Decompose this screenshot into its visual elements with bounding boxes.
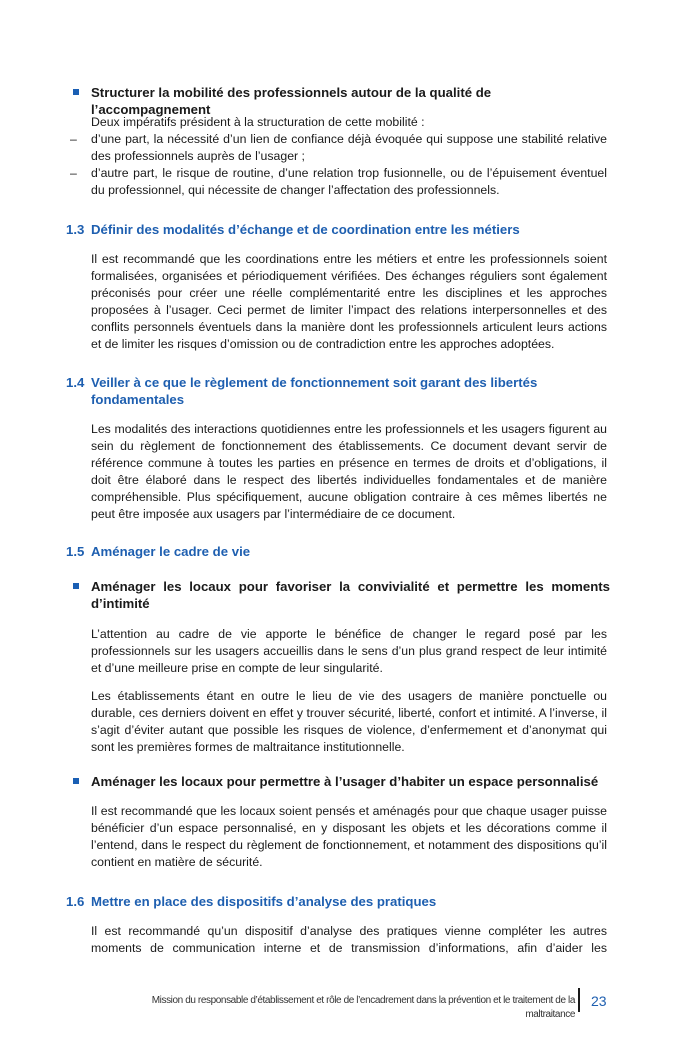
paragraph-1-6: Il est recommandé qu’un dispositif d’analyse des pratiques vienne compléter les autres moments de communication interne et de transmission d’informations, afin d’aider les xyxy=(91,924,607,955)
dash-bullet: – xyxy=(70,132,77,146)
section-title: Définir des modalités d’échange et de coordination entre les métiers xyxy=(91,222,520,237)
section-heading-1-5 xyxy=(66,543,611,560)
section-heading-1-4 xyxy=(66,374,611,408)
section-heading-1-3 xyxy=(66,221,611,238)
paragraph-cadre-de-vie-1: L’attention au cadre de vie apporte le bénéfice de changer le regard posé par les professionnels sur les usagers accueillis dans le sens d’un plus grand respect de leur intimité et d’une meilleure prise en compte de leur singularité. xyxy=(91,627,607,675)
paragraph-cadre-de-vie-2: Les établissements étant en outre le lieu de vie des usagers de manière ponctuelle ou durable, ces derniers doivent en effet y trouver sécurité, liberté, confort et intimité. A l’inverse, il s’agit d’éviter autant que possible les risques de violence, d’enfermement et d’anonymat qui sont les premières formes de maltraitance institutionnelle. xyxy=(91,689,607,754)
section-number: 1.3 xyxy=(66,222,85,237)
bullet-heading-convivialite xyxy=(70,578,610,612)
bullet-heading-espace-personnalise xyxy=(70,773,610,790)
page-number: 23 xyxy=(591,993,607,1009)
paragraph-intro: Deux impératifs président à la structuration de cette mobilité : xyxy=(91,115,425,129)
section-number: 1.6 xyxy=(66,894,85,909)
dash-bullet: – xyxy=(70,166,77,180)
section-title: Mettre en place des dispositifs d’analyse des pratiques xyxy=(91,894,437,909)
section-title: Veiller à ce que le règlement de fonctionnement soit garant des libertés fondamentales xyxy=(91,375,538,407)
list-item-text: d’autre part, le risque de routine, d’une relation trop fusionnelle, ou de l’épuisement éventuel du professionnel, qui nécessite de changer l’affectation des professionnels. xyxy=(91,166,607,197)
section-number: 1.5 xyxy=(66,544,85,559)
bullet-heading-text: Aménager les locaux pour permettre à l’usager d’habiter un espace personnalisé xyxy=(91,774,599,789)
dash-list xyxy=(70,131,607,199)
section-number: 1.4 xyxy=(66,375,85,390)
square-bullet-icon xyxy=(73,778,79,784)
footer-divider xyxy=(578,988,580,1012)
list-item-text: d’une part, la nécessité d’un lien de confiance déjà évoquée qui suppose une stabilité relative des professionnels auprès de l’usager ; xyxy=(91,132,607,163)
square-bullet-icon xyxy=(73,583,79,589)
paragraph-1-3: Il est recommandé que les coordinations entre les métiers et entre les professionnels soient formalisées, organisées et périodiquement vérifiées. Des échanges réguliers sont également préconisés pour créer une réelle complémentarité entre les disciplines et les approches proposées à l’usager. Ceci permet de limiter l’impact des relations interpersonnelles et des conflits personnels éventuels dans la manière dont les professionnels articulent leurs actions et de limiter les risques d’omission ou de contradiction entre les approches adoptées. xyxy=(91,252,607,351)
bullet-heading-mobilite xyxy=(70,84,610,118)
section-title: Aménager le cadre de vie xyxy=(91,544,251,559)
square-bullet-icon xyxy=(73,89,79,95)
list-item xyxy=(70,165,607,199)
bullet-heading-text: Structurer la mobilité des professionnels autour de la qualité de l’accompagnement xyxy=(91,85,492,117)
paragraph-1-4: Les modalités des interactions quotidiennes entre les professionnels et les usagers figurent au sein du règlement de fonctionnement des établissements. Ce document devant servir de référence commune à toutes les parties en présence en termes de droits et d’obligations, il doit être élaboré dans le respect des libertés individuelles fondamentales et de manière compréhensible. Plus spécifiquement, aucune obligation contraire à ces mêmes libertés ne peut être imposée aux usagers par l’intermédiaire de ce document. xyxy=(91,422,607,521)
paragraph-espace-personnalise: Il est recommandé que les locaux soient pensés et aménagés pour que chaque usager puisse bénéficier d’un espace personnalisé, en y disposant les objets et les décorations comme il l’entend, dans le respect du règlement de fonctionnement, et notamment des dispositions qu’il contient en matière de sécurité. xyxy=(91,804,607,869)
section-heading-1-6 xyxy=(66,893,611,910)
bullet-heading-text: Aménager les locaux pour favoriser la convivialité et permettre les moments d’intimité xyxy=(91,579,610,611)
footer-running-title: Mission du responsable d’établissement et rôle de l’encadrement dans la prévention et le traitement de la maltraitance xyxy=(151,995,575,1020)
list-item xyxy=(70,131,607,165)
